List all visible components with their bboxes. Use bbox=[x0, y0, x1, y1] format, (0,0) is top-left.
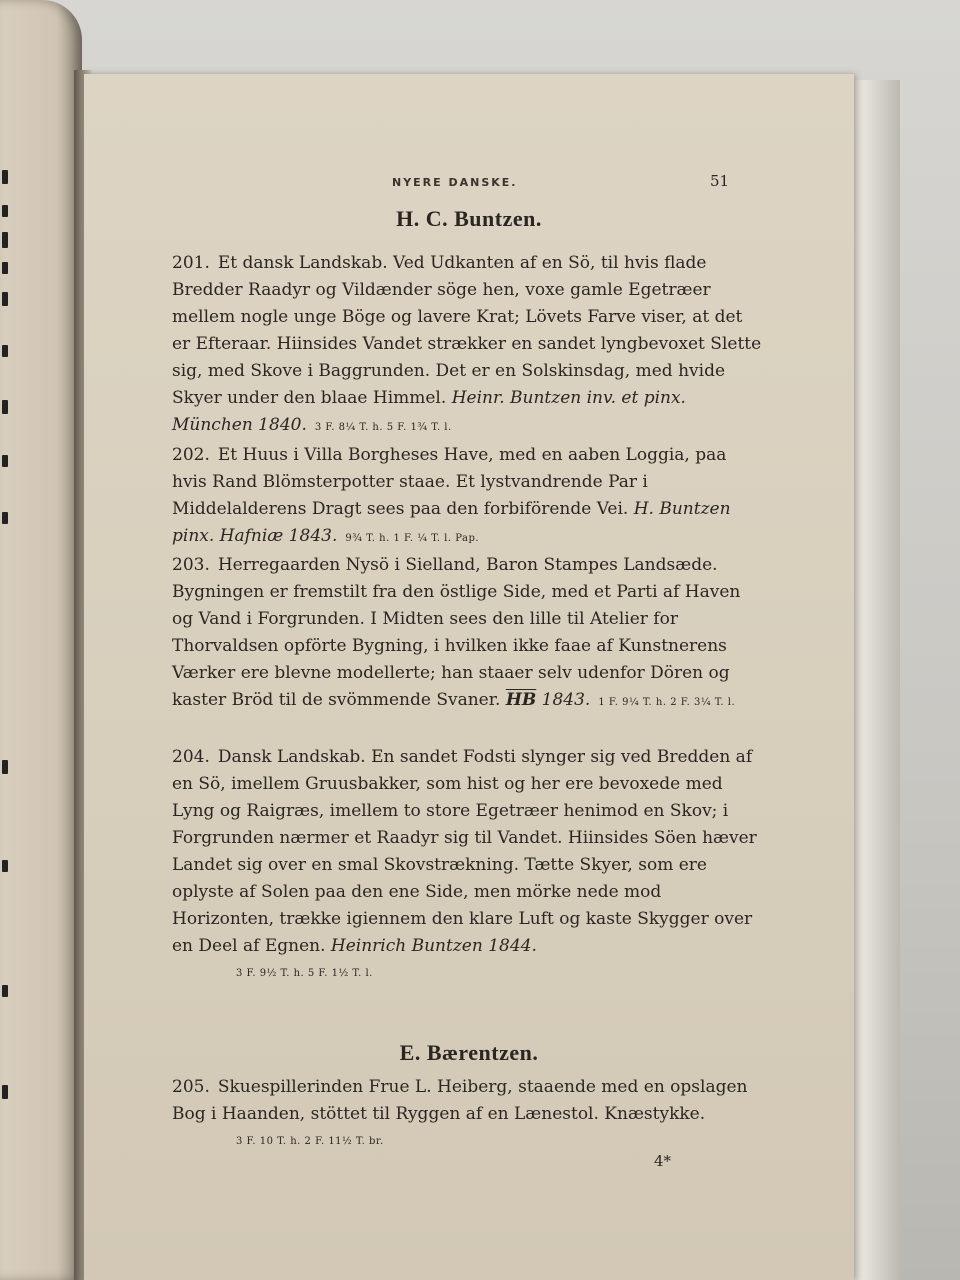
entry-artist: H. Buntzen pinx. Hafniæ 1843. bbox=[172, 499, 731, 546]
book-page bbox=[84, 74, 854, 1280]
entry-text: Skuespillerinden Frue L. Heiberg, staaende med en opslagen Bog i Haanden, stöttet til Ryggen af en Lænestol. Knæstykke. bbox=[172, 1077, 748, 1124]
entry-text: Herregaarden Nysö i Sielland, Baron Stampes Landsæde. Bygningen er fremstilt fra den östlige Side, med et Parti af Haven og Vand i Forgrunden. I Midten sees den lille til Atelier for Thorvaldsen opförte Bygning, i hvilken ikke faae af Kunstnerens Værker ere blevne modellerte; han staaer selv udenfor Dören og kaster Bröd til de svömmende Svaner. bbox=[172, 555, 741, 710]
entry-text: Dansk Landskab. En sandet Fodsti slynger sig ved Bredden af en Sö, imellem Gruusbakker, som hist og her ere bevoxede med Lyng og Raigræs, imellem to store Egetræer henimod en Skov; i Forgrunden nærmer et Raadyr sig til Vandet. Hiinsides Söen hæver Landet sig over en smal Skovstrækning. Tætte Skyer, som ere oplyste af Solen paa den ene Side, men mörke nede mod Horizonten, trække igiennem den klare Luft og kaste Skygger over en Deel af Egnen. bbox=[172, 747, 757, 956]
entry-artist: Heinrich Buntzen 1844. bbox=[330, 936, 537, 956]
catalog-entry bbox=[172, 1074, 762, 1155]
catalog-entry bbox=[172, 442, 762, 552]
entry-measure: 3 F. 9½ T. h. 5 F. 1½ T. l. bbox=[236, 968, 373, 979]
entry-measure: 3 F. 8¼ T. h. 5 F. 1¾ T. l. bbox=[314, 422, 452, 433]
catalog-entry bbox=[172, 552, 762, 716]
signature-mark: 4* bbox=[654, 1152, 672, 1170]
left-facing-page bbox=[0, 0, 82, 1280]
entry-number: 203. bbox=[172, 555, 210, 575]
running-head: NYERE DANSKE. bbox=[392, 176, 518, 189]
section-heading-buntzen: H. C. Buntzen. bbox=[396, 206, 542, 231]
entry-number: 205. bbox=[172, 1077, 210, 1097]
entry-monogram: $\overline{HB}$ bbox=[505, 690, 537, 710]
section-heading-baerentzen: E. Bærentzen. bbox=[399, 1040, 539, 1065]
page-number: 51 bbox=[710, 172, 730, 190]
entry-artist: 1843. bbox=[541, 690, 591, 710]
entry-artist: Heinr. Buntzen inv. et pinx. München 1840. bbox=[172, 388, 686, 435]
entry-text: Et Huus i Villa Borgheses Have, med en aaben Loggia, paa hvis Rand Blömsterpotter staae. Et lystvandrende Par i Middelalderens Dragt sees paa den forbiförende Vei. bbox=[172, 445, 727, 519]
entry-number: 201. bbox=[172, 253, 210, 273]
catalog-entry bbox=[172, 250, 762, 441]
entry-number: 202. bbox=[172, 445, 210, 465]
entry-text: Et dansk Landskab. Ved Udkanten af en Sö, til hvis flade Bredder Raadyr og Vildænder söge hen, voxe gamle Egetræer mellem nogle unge Böge og lavere Krat; Lövets Farve viser, at det er Efteraar. Hiinsides Vandet strækker en sandet lyngbevoxet Slette sig, med Skove i Baggrunden. Det er en Solskinsdag, med hvide Skyer under den blaae Himmel. bbox=[172, 253, 762, 408]
entry-measure: 9¾ T. h. 1 F. ¼ T. l. Pap. bbox=[345, 533, 480, 544]
catalog-entry bbox=[172, 744, 762, 987]
entry-measure: 3 F. 10 T. h. 2 F. 11½ T. br. bbox=[236, 1136, 384, 1147]
entry-measure: 1 F. 9¼ T. h. 2 F. 3¼ T. l. bbox=[598, 697, 736, 708]
entry-number: 204. bbox=[172, 747, 210, 767]
